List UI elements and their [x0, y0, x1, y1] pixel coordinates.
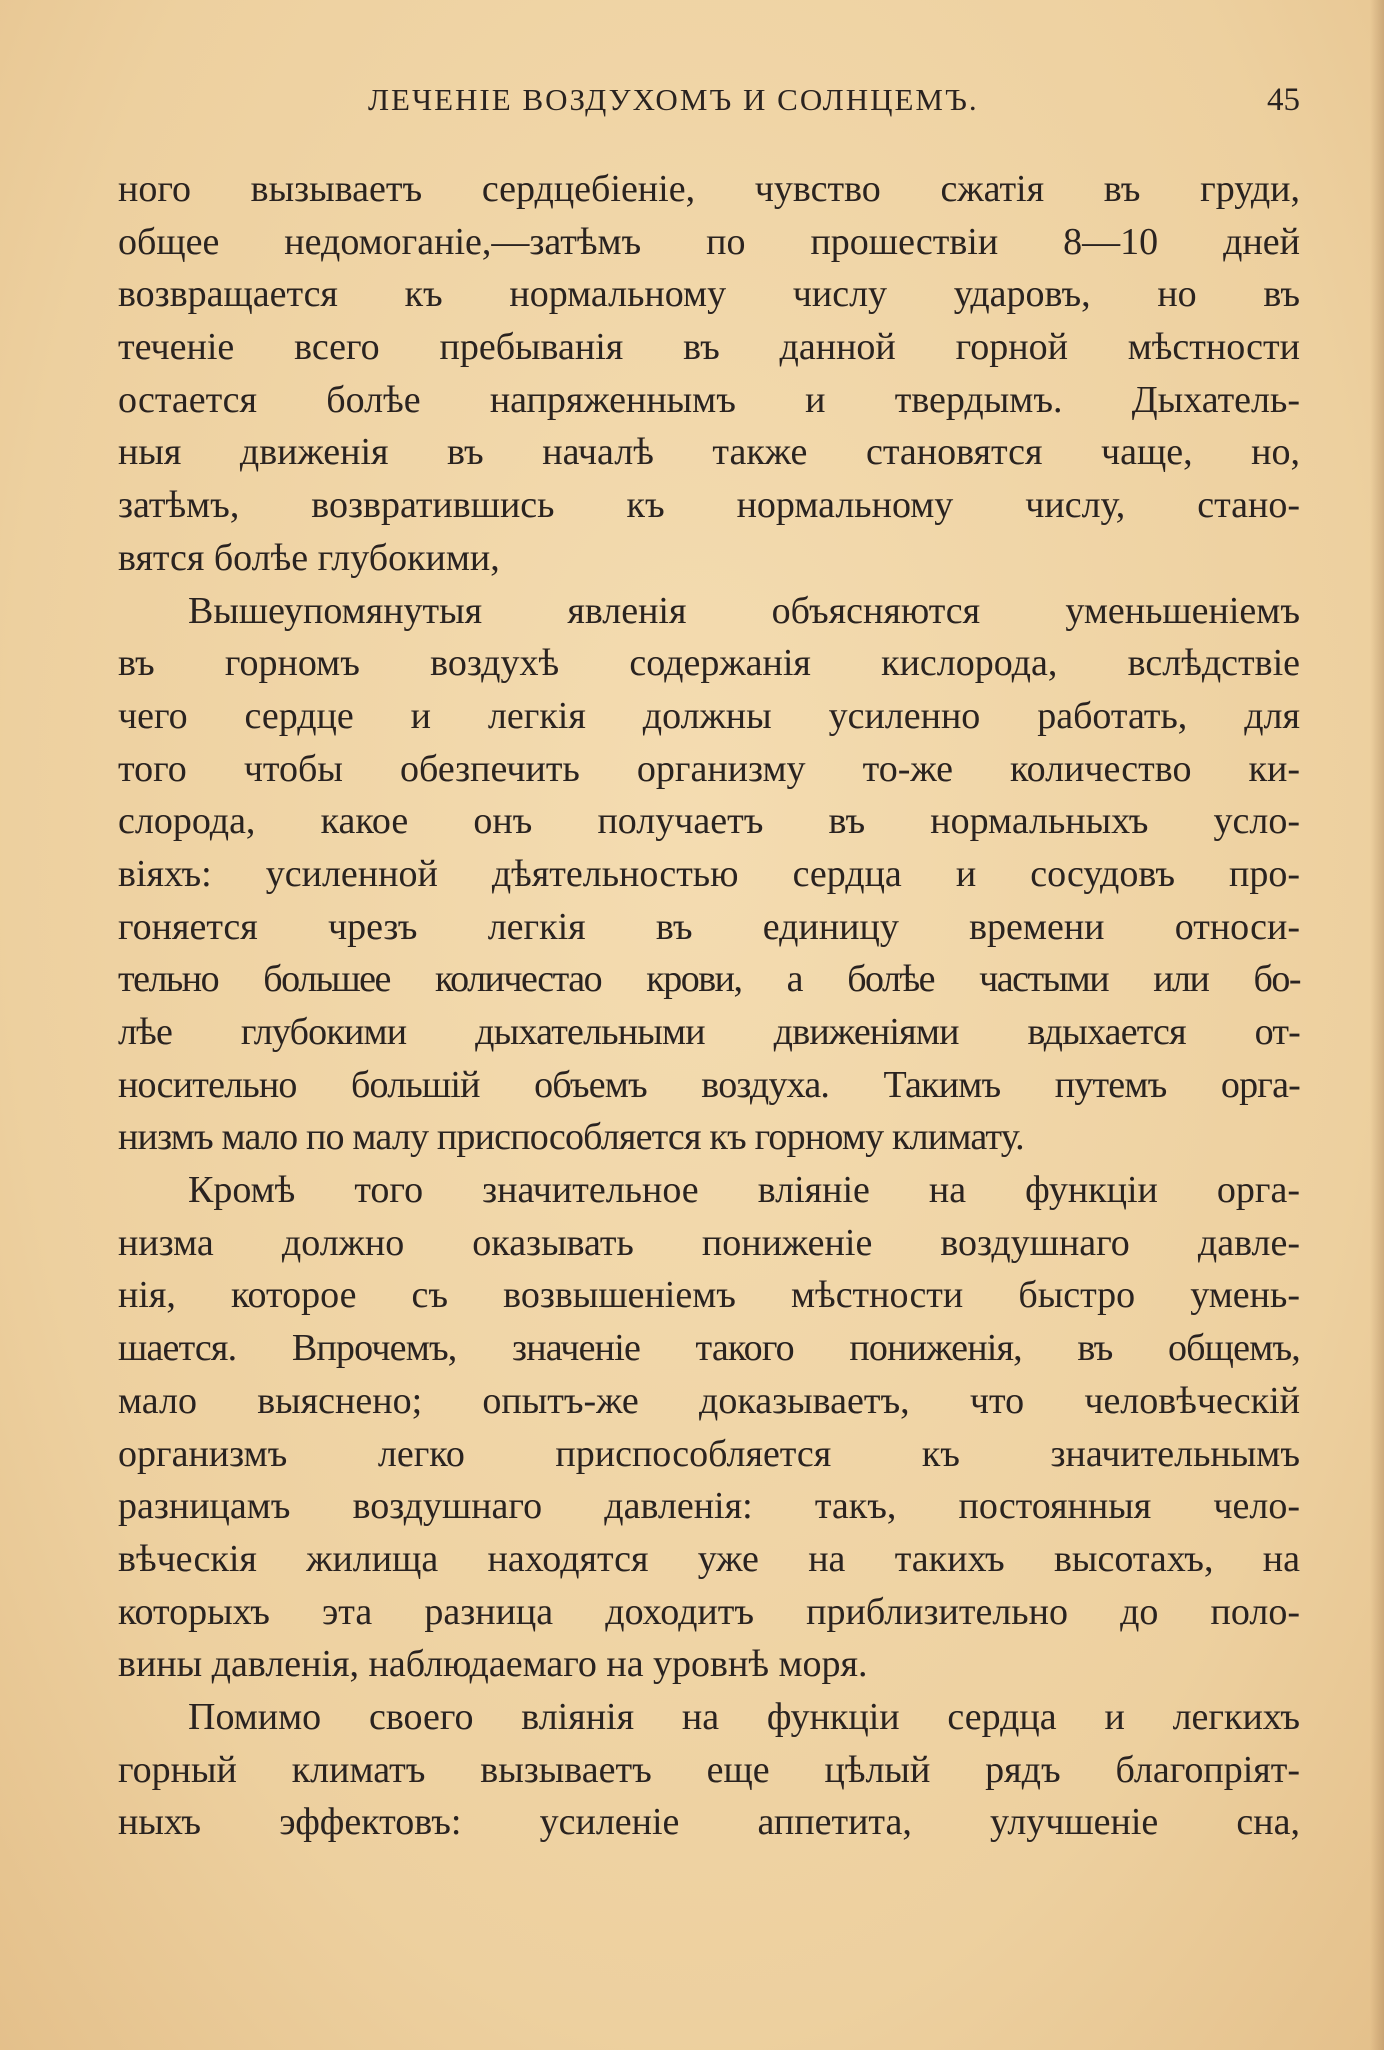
text-line: вятся болѣе глубокими,	[118, 536, 500, 579]
page-number: 45	[1267, 82, 1300, 118]
text-line: лѣе глубокими дыхательными движеніями вдыхается от-	[118, 1011, 1300, 1053]
text-line: нія, которое съ возвышеніемъ мѣстности быстро умень-	[118, 1274, 1300, 1317]
paragraph	[118, 585, 1300, 1165]
text-line: которыхъ эта разница доходитъ приблизительно до поло-	[118, 1590, 1300, 1633]
page-header	[118, 82, 1300, 132]
running-head: ЛЕЧЕНІЕ ВОЗДУХОМЪ И СОЛНЦЕМЪ.	[368, 82, 979, 117]
text-line: носительно большій объемъ воздуха. Такимъ путемъ орга-	[118, 1063, 1300, 1106]
text-line: остается болѣе напряженнымъ и твердымъ. Дыхатель-	[118, 378, 1300, 421]
paragraph	[118, 1691, 1300, 1849]
text-line: общее недомоганіе,—затѣмъ по прошествіи 8—10 дней	[118, 220, 1300, 263]
text-line: возвращается къ нормальному числу ударовъ, но въ	[118, 273, 1300, 316]
text-line: ныхъ эффектовъ: усиленіе аппетита, улучшеніе сна,	[118, 1801, 1300, 1844]
text-line: вины давленія, наблюдаемаго на уровнѣ моря.	[118, 1643, 868, 1686]
text-line: ныя движенія въ началѣ также становятся чаще, но,	[118, 431, 1300, 474]
paragraph	[118, 1164, 1300, 1691]
text-line: низмъ мало по малу приспособляется къ горному климату.	[118, 1116, 1024, 1159]
text-line: горный климатъ вызываетъ еще цѣлый рядъ благопріят-	[118, 1748, 1300, 1791]
text-line: затѣмъ, возвратившись къ нормальному числу, стано-	[118, 484, 1300, 527]
text-line: организмъ легко приспособляется къ значительнымъ	[118, 1432, 1300, 1475]
text-line: чего сердце и легкія должны усиленно работать, для	[118, 694, 1300, 737]
text-line: Кромѣ того значительное вліяніе на функціи орга-	[188, 1169, 1300, 1212]
text-line: теченіе всего пребыванія въ данной горной мѣстности	[118, 326, 1300, 369]
paragraph	[118, 163, 1300, 585]
text-line: разницамъ воздушнаго давленія: такъ, постоянныя чело-	[118, 1485, 1300, 1528]
text-line: Помимо своего вліянія на функціи сердца и легкихъ	[188, 1695, 1300, 1738]
text-line: шается. Впрочемъ, значеніе такого пониженія, въ общемъ,	[118, 1327, 1300, 1370]
text-line: того чтобы обезпечить организму то-же количество ки-	[118, 747, 1300, 790]
text-line: ного вызываетъ сердцебіеніе, чувство сжатія въ груди,	[118, 168, 1300, 210]
text-line: слорода, какое онъ получаетъ въ нормальныхъ усло-	[118, 800, 1300, 843]
text-line: вѣческія жилища находятся уже на такихъ высотахъ, на	[118, 1537, 1300, 1580]
text-line: мало выяснено; опытъ-же доказываетъ, что человѣческій	[118, 1379, 1300, 1422]
text-line: гоняется чрезъ легкія въ единицу времени относи-	[118, 905, 1300, 948]
text-line: віяхъ: усиленной дѣятельностью сердца и сосудовъ про-	[118, 852, 1300, 895]
text-line: низма должно оказывать пониженіе воздушнаго давле-	[118, 1221, 1300, 1264]
body-text	[118, 163, 1300, 1849]
text-line: тельно большее количестао крови, а болѣе частыми или бо-	[118, 958, 1300, 1001]
text-line: Вышеупомянутыя явленія объясняются уменьшеніемъ	[188, 589, 1300, 632]
text-line: въ горномъ воздухѣ содержанія кислорода, вслѣдствіе	[118, 642, 1300, 685]
